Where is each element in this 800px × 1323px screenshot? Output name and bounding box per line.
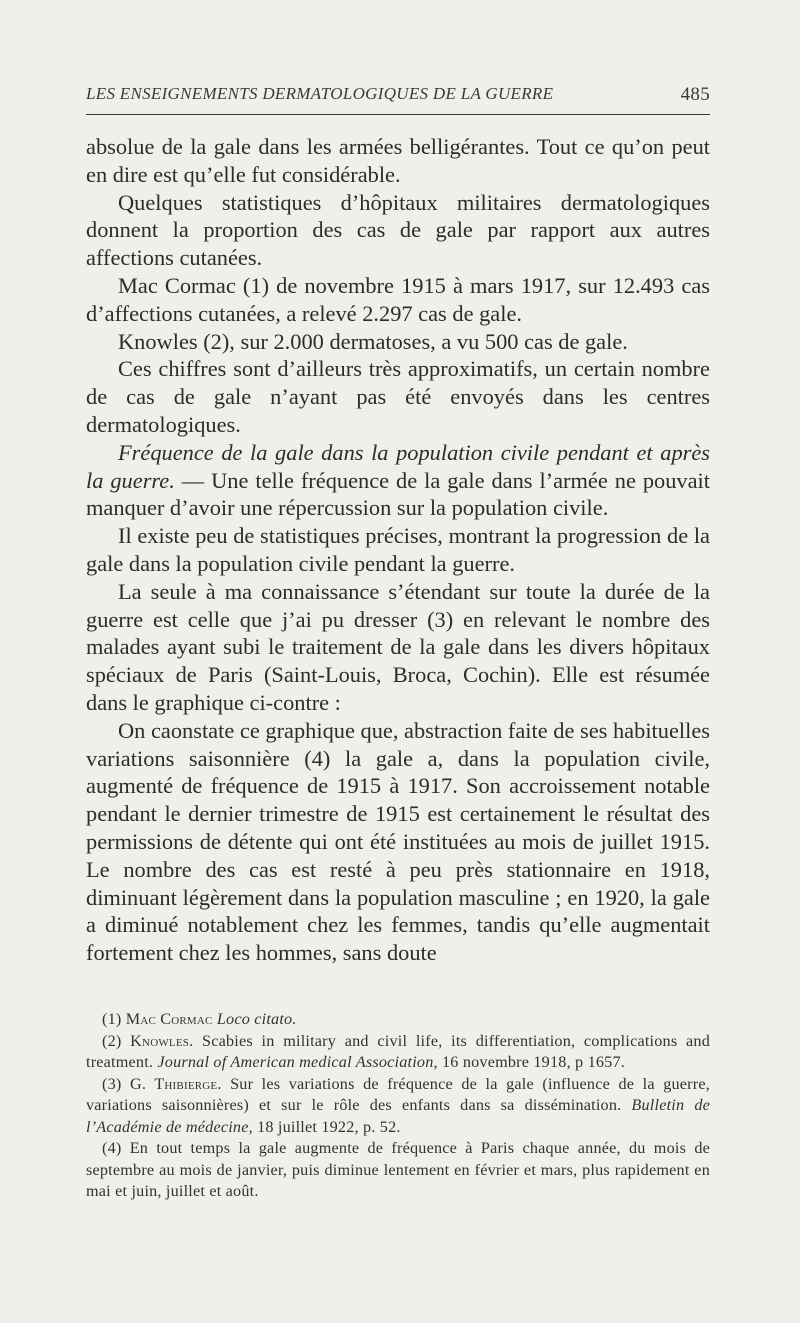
footnote-2 [86,1031,710,1074]
footnotes [86,1009,710,1203]
paragraph-5: Ces chiffres sont d’ailleurs très approximatifs, un certain nombre de cas de gale n’ayant pas été envoyés dans les centres dermatologiques. [86,356,710,437]
footnote-2-author: Knowles. [130,1031,194,1050]
footnote-2-journal: Journal of American medical Association, [157,1053,438,1071]
paragraph-1: absolue de la gale dans les armées belligérantes. Tout ce qu’on peut en dire est qu’elle fut considérable. [86,134,710,187]
footnote-1-ref: Loco citato. [216,1010,297,1028]
footnote-2-text: Scabies in military and civil life, its differentiation, complications and treatment. [86,1031,710,1071]
footnote-1 [86,1009,710,1031]
footnote-3-author: G. Thibierge. [129,1074,222,1093]
running-header [86,84,710,110]
footnote-3-date: 18 juillet 1922, p. 52. [252,1117,401,1136]
section-heading: Fréquence de la gale dans la population civile pendant et après la guerre. [86,439,710,493]
header-rule [86,114,710,115]
paragraph-7: Il existe peu de statistiques précises, montrant la progression de la gale dans la population civile pendant la guerre. [86,523,710,576]
footnote-3-journal: Bulletin de l’Académie de médecine, [86,1096,710,1136]
footnote-2-number: (2) [102,1031,131,1050]
footnote-1-number: (1) [102,1010,126,1028]
main-text [86,133,710,967]
paragraph-6 [86,439,710,522]
footnote-1-author: Mac Cormac [125,1010,213,1028]
footnote-3-number: (3) [102,1074,130,1093]
footnote-4: (4) En tout temps la gale augmente de fréquence à Paris chaque année, du mois de septembre au mois de janvier, puis diminue lentement en février et mars, plus rapidement en mai et juin, juillet et août. [86,1139,710,1200]
paragraph-8: La seule à ma connaissance s’étendant sur toute la durée de la guerre est celle que j’ai pu dresser (3) en relevant le nombre des malades ayant subi le traitement de la gale dans les divers hôpitaux spéciaux de Paris (Saint-Louis, Broca, Cochin). Elle est résumée dans le graphique ci-contre : [86,578,710,715]
footnote-3 [86,1074,710,1139]
paragraph-9: On caonstate ce graphique que, abstraction faite de ses habituelles variations saisonnière (4) la gale a, dans la population civile, augmenté de fréquence de 1915 à 1917. Son accroissement notable pendant le dernier trimestre de 1915 est certainement le résultat des permissions de détente qui ont été instituées au mois de juillet 1915. Le nombre des cas est resté à peu près stationnaire en 1918, diminuant légèrement dans la population masculine ; en 1920, la gale a diminué notablement chez les femmes, tandis qu’elle augmentait fortement chez les hommes, sans doute [86,717,710,966]
page-number: 485 [680,84,710,105]
paragraph-6-text: — Une telle fréquence de la gale dans l’armée ne pouvait manquer d’avoir une répercussion sur la population civile. [86,467,710,521]
running-header-title: LES ENSEIGNEMENTS DERMATOLOGIQUES DE LA GUERRE [86,84,554,103]
paragraph-2: Quelques statistiques d’hôpitaux militaires dermatologiques donnent la proportion des cas de gale par rapport aux autres affections cutanées. [86,189,710,271]
footnote-3-text: Sur les variations de fréquence de la gale (influence de la guerre, variations saisonnières) et sur le rôle des enfants dans sa dissémination. [86,1074,710,1114]
paragraph-3: Mac Cormac (1) de novembre 1915 à mars 1917, sur 12.493 cas d’affections cutanées, a relevé 2.297 cas de gale. [86,272,710,326]
paragraph-4: Knowles (2), sur 2.000 dermatoses, a vu 500 cas de gale. [118,328,628,354]
footnote-2-date: 16 novembre 1918, p 1657. [437,1053,626,1071]
